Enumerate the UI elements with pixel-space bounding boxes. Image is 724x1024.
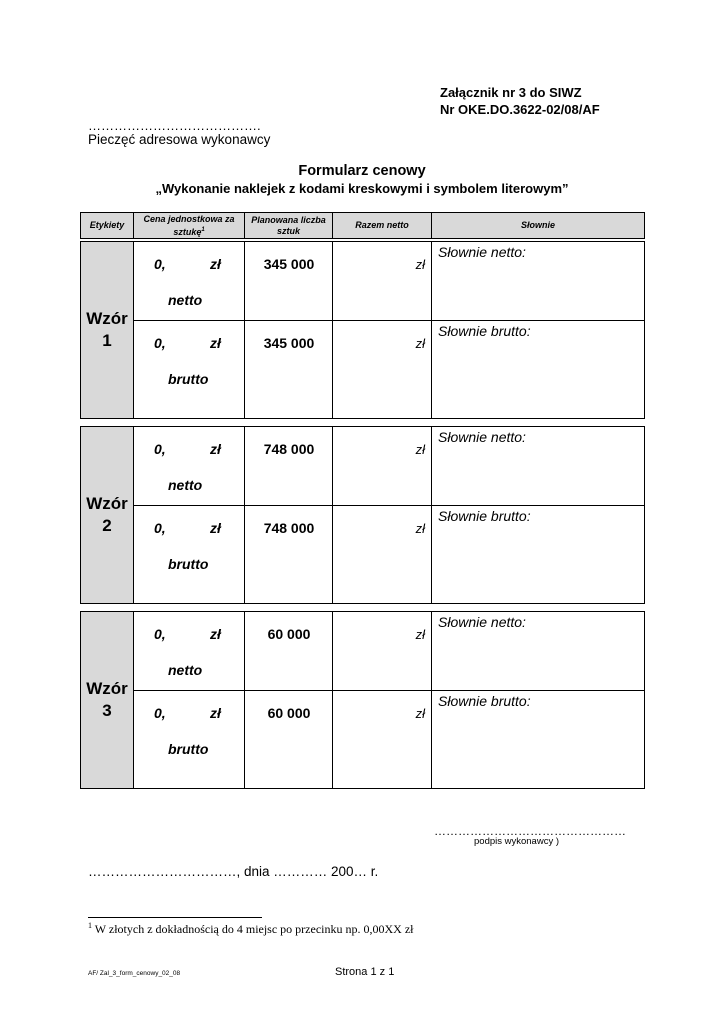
planned-quantity: 345 000 [245, 242, 333, 321]
planned-quantity: 345 000 [245, 321, 333, 419]
footnote-text: W złotych z dokładnością do 4 miejsc po przecinku np. 0,00XX zł [92, 922, 414, 936]
total-net-cell[interactable]: zł [333, 242, 432, 321]
planned-quantity: 748 000 [245, 506, 333, 604]
price-table-header [80, 212, 645, 239]
header-labels: Etykiety [81, 213, 134, 239]
form-subtitle: „Wykonanie naklejek z kodami kreskowymi i symbolem literowym” [155, 181, 569, 196]
place-date-line: ……………………………, dnia ………… 200… r. [88, 864, 379, 879]
file-reference: AF/ Zal_3_form_cenowy_02_08 [88, 970, 181, 977]
total-net-cell[interactable]: zł [333, 612, 432, 691]
amount-in-words-net[interactable]: Słownie netto: [432, 427, 645, 506]
pattern-label: Wzór 1 [81, 242, 134, 419]
amount-in-words-gross[interactable]: Słownie brutto: [432, 506, 645, 604]
pattern-label: Wzór 2 [81, 427, 134, 604]
signature-line: ………………………………………… [434, 824, 626, 838]
amount-in-words-net[interactable]: Słownie netto: [432, 612, 645, 691]
total-net-cell[interactable]: zł [333, 427, 432, 506]
annex-reference [440, 84, 600, 118]
stamp-placeholder-dots: …………………………………. [88, 118, 261, 133]
pattern-block-2 [80, 426, 645, 604]
form-title: Formularz cenowy [298, 163, 426, 179]
planned-quantity: 60 000 [245, 691, 333, 789]
planned-quantity: 60 000 [245, 612, 333, 691]
unit-price-gross-cell[interactable]: 0, zł brutto [134, 506, 245, 604]
pattern-block-1 [80, 241, 645, 419]
header-unit-price: Cena jednostkowa za sztukę$^1$ [134, 213, 245, 239]
unit-price-net-cell[interactable]: 0, zł netto [134, 427, 245, 506]
unit-price-net-cell[interactable]: 0, zł netto [134, 612, 245, 691]
total-net-cell[interactable]: zł [333, 691, 432, 789]
stamp-label: Pieczęć adresowa wykonawcy [88, 132, 271, 147]
planned-quantity: 748 000 [245, 427, 333, 506]
amount-in-words-gross[interactable]: Słownie brutto: [432, 321, 645, 419]
header-in-words: Słownie [432, 213, 645, 239]
header-planned-quantity: Planowana liczba sztuk [245, 213, 333, 239]
unit-price-net-cell[interactable]: 0, zł netto [134, 242, 245, 321]
total-net-cell[interactable]: zł [333, 506, 432, 604]
signature-label: podpis wykonawcy ) [474, 836, 560, 847]
footnote-mark: 1 [201, 226, 205, 233]
pattern-block-3 [80, 611, 645, 789]
amount-in-words-net[interactable]: Słownie netto: [432, 242, 645, 321]
header-total-net: Razem netto [333, 213, 432, 239]
amount-in-words-gross[interactable]: Słownie brutto: [432, 691, 645, 789]
unit-price-gross-cell[interactable]: 0, zł brutto [134, 321, 245, 419]
pattern-label: Wzór 3 [81, 612, 134, 789]
footnote-mark: 1 [88, 921, 92, 930]
annex-number: Załącznik nr 3 do SIWZ [440, 85, 582, 100]
footnote [88, 921, 413, 937]
footnote-divider [88, 917, 262, 918]
page-number: Strona 1 z 1 [335, 966, 395, 978]
unit-price-gross-cell[interactable]: 0, zł brutto [134, 691, 245, 789]
total-net-cell[interactable]: zł [333, 321, 432, 419]
case-number: Nr OKE.DO.3622-02/08/AF [440, 102, 600, 117]
